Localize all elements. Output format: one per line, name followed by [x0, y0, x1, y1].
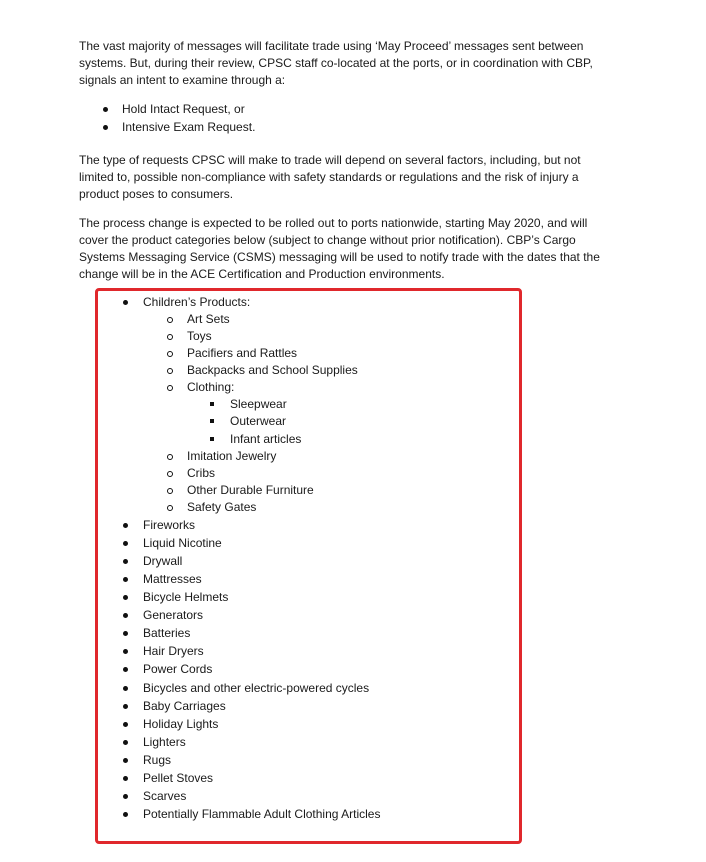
circle-bullet-icon: [167, 471, 173, 477]
circle-bullet-icon: [167, 351, 173, 357]
bullet-icon: [123, 595, 128, 600]
bullet-icon: [123, 758, 128, 763]
bullet-icon: [123, 649, 128, 654]
bullet-icon: [123, 740, 128, 745]
square-bullet-icon: [210, 437, 214, 441]
bullet-icon: [123, 541, 128, 546]
bullet-icon: [123, 613, 128, 618]
bullet-icon: [123, 812, 128, 817]
circle-bullet-icon: [167, 368, 173, 374]
square-bullet-icon: [210, 402, 214, 406]
bullet-icon: [103, 107, 108, 112]
circle-bullet-icon: [167, 317, 173, 323]
bullet-icon: [123, 667, 128, 672]
bullet-icon: [123, 722, 128, 727]
bullet-icon: [123, 704, 128, 709]
rollout-paragraph: The process change is expected to be rolled out to ports nationwide, starting May 2020, and will cover the product categories below (subject to change without prior notification). CBP’s Cargo Systems Messaging Service (CSMS) messaging will be used to notify trade with the dates that the change will be in the ACE Certification and Production environments.: [79, 216, 600, 281]
intro-paragraph: The vast majority of messages will facilitate trade using ‘May Proceed’ messages sent between systems. But, during their review, CPSC staff co-located at the ports, or in coordination with CBP, signals an intent to examine through a:: [79, 39, 593, 87]
circle-bullet-icon: [167, 334, 173, 340]
bullet-icon: [123, 577, 128, 582]
bullet-icon: [123, 300, 128, 305]
square-bullet-icon: [210, 419, 214, 423]
circle-bullet-icon: [167, 488, 173, 494]
circle-bullet-icon: [167, 385, 173, 391]
bullet-icon: [123, 523, 128, 528]
bullet-icon: [103, 125, 108, 130]
bullet-icon: [123, 559, 128, 564]
bullet-icon: [123, 631, 128, 636]
circle-bullet-icon: [167, 454, 173, 460]
request-factors-paragraph: The type of requests CPSC will make to trade will depend on several factors, including, but not limited to, possible non-compliance with safety standards or regulations and the risk of injury a product poses to consumers.: [79, 153, 581, 201]
bullet-icon: [123, 686, 128, 691]
bullet-icon: [123, 776, 128, 781]
circle-bullet-icon: [167, 505, 173, 511]
bullet-icon: [123, 794, 128, 799]
document-page: The vast majority of messages will facilitate trade using ‘May Proceed’ messages sent between systems. But, during their review, CPSC staff co-located at the ports, or in coordination with CBP, signals an intent to examine through a: Hold Intact Request, or Intensive Exam Request. The type of requests CPSC will make to trade will depend on several factors, including, but not limited to, possible non-compliance with safety standards or regulations and the risk of injury a product poses to consumers. The process change is expected to be rolled out to ports nationwide, starting May 2020, and will cover the product categories below (subject to change without prior notification). CBP’s Cargo Systems Messaging Service (CSMS) messaging will be used to notify trade with the dates that the change will be in the ACE Certification and Production environments. Children’s Products: Art Sets Toys Pacifiers and Rattles Backpacks and School Supplies Clothing: Sleepwear Outerwear Infant articles Imitation Jewelry Cribs Other Durable Furniture Safety Gates Fireworks Liquid Nicotine Drywall Mattresses Bicycle Helmets Generators Batteries Hair Dryers Power Cords Bicycles and other electric-powered cycles Baby Carriages Holiday Lights Lighters Rugs Pellet Stoves Scarves Potentially Flammable Adult Clothing Articles: [0, 0, 706, 862]
